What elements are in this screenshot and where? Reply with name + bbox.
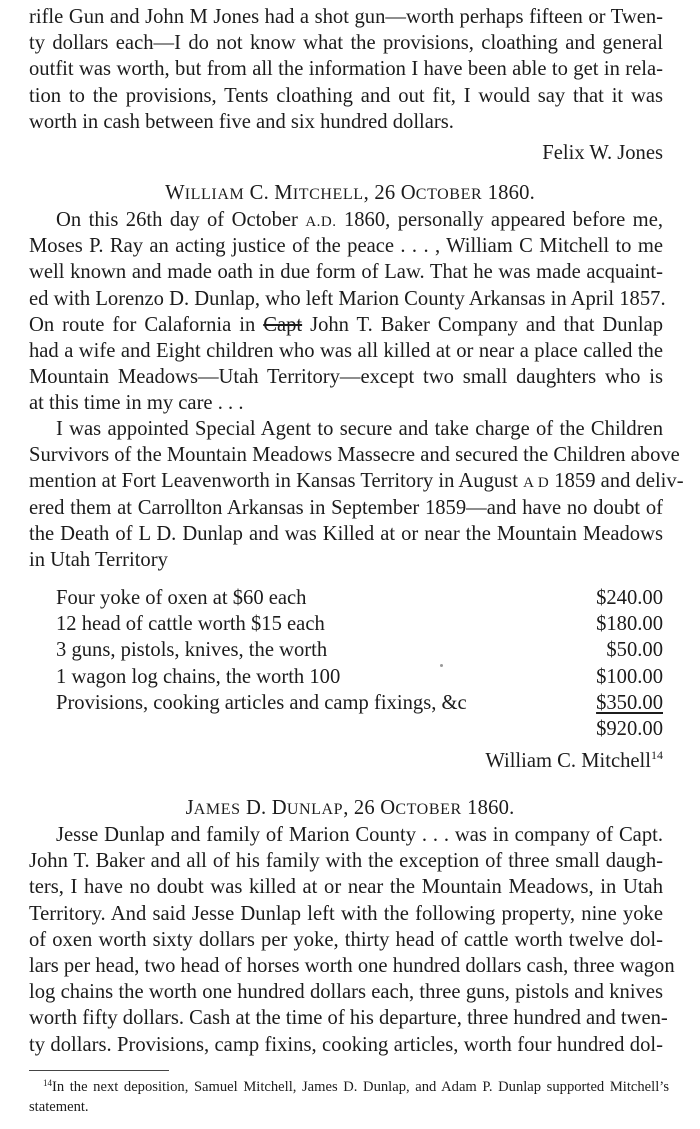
text-line: had a wife and Eight children who was all killed at or near a place called the bbox=[29, 339, 663, 362]
text-line: worth fifty dollars. Cash at the time of his departure, three hundred and twen- bbox=[29, 1007, 668, 1030]
text-line bbox=[29, 312, 663, 338]
text-line: in Utah Territory bbox=[29, 548, 168, 571]
heading-text: J bbox=[185, 797, 194, 819]
text-line bbox=[29, 468, 684, 494]
heading-text: C. M bbox=[244, 182, 293, 204]
heading-text: CTOBER bbox=[395, 801, 462, 818]
text-segment: On route for Calafornia in bbox=[29, 313, 264, 336]
footnote-marker: 14 bbox=[43, 1078, 52, 1088]
ledger-amount: $50.00 bbox=[606, 639, 663, 662]
text-line: Territory. And said Jesse Dunlap left with the following property, nine yoke bbox=[29, 902, 663, 925]
ledger-item: 3 guns, pistols, knives, the worth bbox=[56, 639, 328, 662]
footnote-divider bbox=[29, 1070, 169, 1071]
ledger-row bbox=[56, 637, 663, 663]
text-line: I was appointed Special Agent to secure and take charge of the Children bbox=[56, 418, 663, 440]
heading-text: , 26 O bbox=[343, 797, 396, 819]
ledger-row bbox=[56, 690, 663, 716]
heading-text: D. D bbox=[240, 797, 287, 819]
ledger-item: Four yoke of oxen at $60 each bbox=[56, 587, 307, 609]
text-segment: A D bbox=[523, 475, 550, 492]
mitchell-signature bbox=[485, 748, 663, 774]
heading-text: ITCHELL bbox=[292, 186, 364, 203]
ledger-amount: $180.00 bbox=[596, 613, 663, 636]
heading-text: W bbox=[165, 182, 185, 204]
ledger-row bbox=[56, 585, 663, 611]
heading-text: 1860. bbox=[482, 182, 535, 204]
ink-speck bbox=[440, 664, 443, 667]
footnote-line: statement. bbox=[29, 1099, 89, 1115]
mitchell-deposition-heading bbox=[0, 180, 700, 208]
text-segment: 1860, personally appeared before me, bbox=[336, 209, 663, 231]
text-line: Moses P. Ray an acting justice of the peace . . . , William C Mitchell to me bbox=[29, 235, 663, 258]
text-segment: A.D. bbox=[305, 214, 337, 230]
ledger-amount: $100.00 bbox=[596, 665, 663, 688]
text-line: ered them at Carrollton Arkansas in September 1859—and have no doubt of bbox=[29, 496, 663, 519]
felix-jones-paragraph bbox=[29, 4, 663, 135]
text-line: at this time in my care . . . bbox=[29, 392, 244, 415]
text-line: lars per head, two head of horses worth one hundred dollars cash, three wagon bbox=[29, 954, 675, 977]
text-segment: John T. Baker Company and that Dunlap bbox=[302, 313, 664, 336]
text-line bbox=[29, 207, 663, 233]
ledger-total: $920.00 bbox=[596, 717, 663, 740]
text-line: ed with Lorenzo D. Dunlap, who left Marion County Arkansas in April 1857. bbox=[29, 287, 666, 310]
text-segment: mention at Fort Leavenworth in Kansas Territory in August bbox=[29, 470, 524, 493]
text-line: worth in cash between five and six hundred dollars. bbox=[29, 110, 454, 133]
footnote-text: In the next deposition, Samuel Mitchell, James D. Dunlap, and Adam P. Dunlap supported Mitchell’s bbox=[52, 1079, 669, 1095]
signature-text: William C. Mitchell bbox=[485, 750, 651, 772]
footnote-line bbox=[29, 1077, 669, 1097]
heading-text: CTOBER bbox=[415, 186, 483, 203]
text-segment: On this 26th day of October bbox=[56, 209, 306, 231]
text-line: of oxen worth sixty dollars per yoke, thirty head of cattle worth twelve dol- bbox=[29, 928, 663, 951]
text-line: Jesse Dunlap and family of Marion County . . . was in company of Capt. bbox=[56, 824, 663, 846]
text-line: rifle Gun and John M Jones had a shot gun—worth perhaps fifteen or Twen- bbox=[29, 6, 663, 28]
struck-text: Capt bbox=[263, 313, 303, 336]
heading-text: ILLIAM bbox=[184, 186, 245, 203]
heading-text: AMES bbox=[193, 801, 241, 818]
text-line: outfit was worth, but from all the information I have been able to get in rela- bbox=[29, 58, 663, 81]
text-line: ty dollars each—I do not know what the provisions, cloathing and general bbox=[29, 32, 663, 55]
mitchell-paragraph-1 bbox=[29, 207, 666, 417]
mitchell-paragraph-2 bbox=[29, 416, 684, 573]
text-line: the Death of L D. Dunlap and was Killed at or near the Mountain Meadows bbox=[29, 522, 663, 545]
text-line: John T. Baker and all of his family with the exception of three small daugh- bbox=[29, 850, 663, 873]
ledger-item: 1 wagon log chains, the worth 100 bbox=[56, 665, 341, 688]
property-ledger bbox=[56, 585, 663, 742]
ledger-item: Provisions, cooking articles and camp fixings, &c bbox=[56, 691, 467, 714]
text-line: Mountain Meadows—Utah Territory—except two small daughters who is bbox=[29, 366, 663, 389]
text-line: ty dollars. Provisions, camp fixins, cooking articles, worth four hundred dol- bbox=[29, 1033, 663, 1056]
text-line: Survivors of the Mountain Meadows Massecre and secured the Children above bbox=[29, 444, 680, 467]
footnote bbox=[29, 1077, 669, 1117]
dunlap-deposition-heading bbox=[0, 795, 700, 823]
footnote-reference: 14 bbox=[651, 748, 663, 762]
text-line: well known and made oath in due form of Law. That he was made acquaint- bbox=[29, 261, 663, 284]
ledger-row bbox=[56, 664, 663, 690]
heading-text: , 26 O bbox=[363, 182, 416, 204]
ledger-item: 12 head of cattle worth $15 each bbox=[56, 613, 325, 636]
text-line: tion to the provisions, Tents cloathing and out fit, I would say that it was bbox=[29, 84, 663, 107]
ledger-row bbox=[56, 611, 663, 637]
ledger-amount: $350.00 bbox=[596, 691, 663, 714]
text-line: log chains the worth one hundred dollars each, three guns, pistols and knives bbox=[29, 981, 663, 1004]
felix-jones-signature: Felix W. Jones bbox=[542, 142, 663, 164]
dunlap-paragraph bbox=[29, 822, 675, 1058]
heading-text: UNLAP bbox=[286, 801, 344, 818]
ledger-total-row bbox=[56, 716, 663, 742]
text-line: ters, I have no doubt was killed at or near the Mountain Meadows, in Utah bbox=[29, 876, 663, 899]
text-segment: 1859 and deliv- bbox=[549, 470, 684, 493]
ledger-amount: $240.00 bbox=[596, 587, 663, 609]
heading-text: 1860. bbox=[461, 797, 515, 819]
